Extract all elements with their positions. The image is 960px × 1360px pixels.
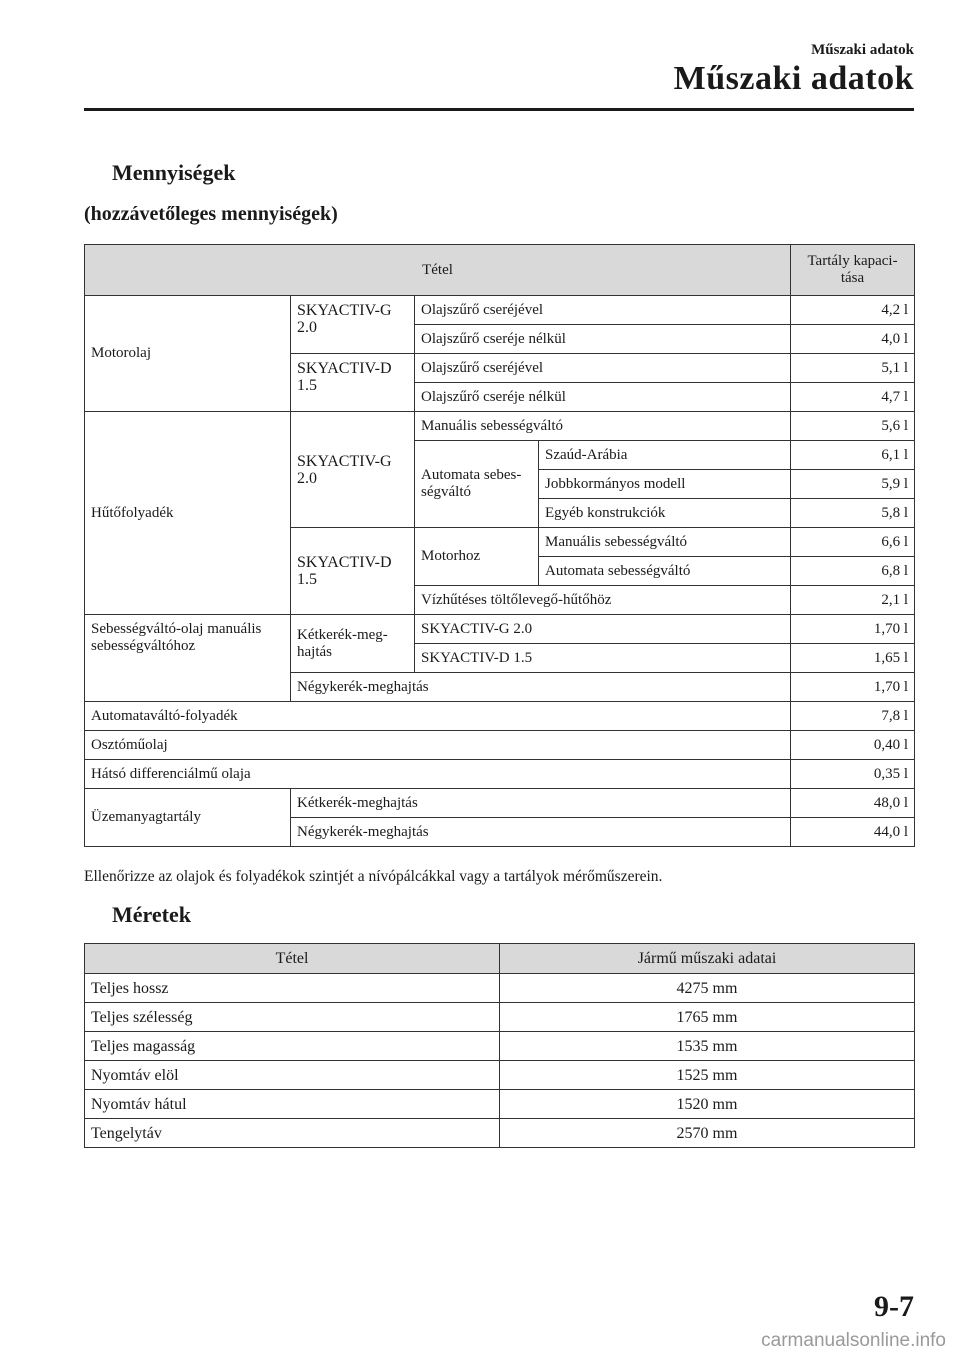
row-label-gear-oil: Sebességváltó-olaj manuális sebességváltóhoz: [85, 615, 291, 702]
dim-col-header-item: Tétel: [85, 944, 500, 974]
row-label-atf: Automataváltó-folyadék: [85, 702, 791, 731]
dim-col-header-spec: Jármű műszaki adatai: [500, 944, 915, 974]
dim-value: 1765 mm: [500, 1003, 915, 1032]
coolant-saudi: Szaúd-Arábia: [539, 441, 791, 470]
gear-oil-2wd: Kétkerék-meg- hajtás: [291, 615, 415, 673]
dim-value: 1525 mm: [500, 1061, 915, 1090]
coolant-saudi-value: 6,1 l: [791, 441, 915, 470]
coolant-g20-label: SKYACTIV-G 2.0: [291, 412, 415, 528]
capacities-note: Ellenőrizze az olajok és folyadékok szintjét a nívópálcákkal vagy a tartályok mérőműszerein.: [84, 868, 663, 885]
table-row: [85, 1090, 915, 1119]
dim-label: Teljes magasság: [85, 1032, 500, 1061]
dimensions-table: [84, 943, 915, 1148]
dim-label: Tengelytáv: [85, 1119, 500, 1148]
page-number: 9-7: [874, 1290, 914, 1323]
fuel-tank-2wd: Kétkerék-meghajtás: [291, 789, 791, 818]
oil-without-filter: Olajszűrő cseréje nélkül: [415, 383, 791, 412]
table-row: [85, 1119, 915, 1148]
gear-oil-4wd: Négykerék-meghajtás: [291, 673, 791, 702]
section-header-title: Műszaki adatok: [673, 60, 914, 97]
row-label-transfer-oil: Osztóműolaj: [85, 731, 791, 760]
coolant-engine: Motorhoz: [415, 528, 539, 586]
dim-label: Nyomtáv hátul: [85, 1090, 500, 1119]
header-rule: [84, 108, 914, 111]
atf-value: 7,8 l: [791, 702, 915, 731]
coolant-manual: Manuális sebességváltó: [415, 412, 791, 441]
oil-d-with-filter-value: 5,1 l: [791, 354, 915, 383]
gear-oil-g20: SKYACTIV-G 2.0: [415, 615, 791, 644]
gear-oil-4wd-value: 1,70 l: [791, 673, 915, 702]
row-label-coolant: Hűtőfolyadék: [85, 412, 291, 615]
coolant-intercooler: Vízhűtéses töltőlevegő-hűtőhöz: [415, 586, 791, 615]
table-row: [85, 1032, 915, 1061]
oil-with-filter: Olajszűrő cseréjével: [415, 296, 791, 325]
transfer-oil-value: 0,40 l: [791, 731, 915, 760]
oil-g-without-filter-value: 4,0 l: [791, 325, 915, 354]
watermark: carmanualsonline.info: [761, 1330, 946, 1351]
dim-value: 4275 mm: [500, 974, 915, 1003]
col-header-item: Tétel: [85, 245, 791, 296]
fuel-tank-4wd: Négykerék-meghajtás: [291, 818, 791, 847]
fuel-tank-4wd-value: 44,0 l: [791, 818, 915, 847]
coolant-d-auto: Automata sebességváltó: [539, 557, 791, 586]
capacities-heading: Mennyiségek: [112, 160, 236, 185]
dim-value: 1520 mm: [500, 1090, 915, 1119]
gear-oil-g20-value: 1,70 l: [791, 615, 915, 644]
oil-g-with-filter-value: 4,2 l: [791, 296, 915, 325]
capacities-subheading: (hozzávetőleges mennyiségek): [84, 203, 338, 225]
dim-label: Teljes szélesség: [85, 1003, 500, 1032]
coolant-intercooler-value: 2,1 l: [791, 586, 915, 615]
coolant-rhd-value: 5,9 l: [791, 470, 915, 499]
coolant-d-manual-value: 6,6 l: [791, 528, 915, 557]
dim-value: 1535 mm: [500, 1032, 915, 1061]
coolant-d-auto-value: 6,8 l: [791, 557, 915, 586]
coolant-rhd: Jobbkormányos modell: [539, 470, 791, 499]
section-header-small: Műszaki adatok: [811, 42, 914, 58]
oil-with-filter: Olajszűrő cseréjével: [415, 354, 791, 383]
coolant-other-value: 5,8 l: [791, 499, 915, 528]
gear-oil-d15: SKYACTIV-D 1.5: [415, 644, 791, 673]
gear-oil-d15-value: 1,65 l: [791, 644, 915, 673]
engine-d15-label: SKYACTIV-D 1.5: [291, 354, 415, 412]
fuel-tank-2wd-value: 48,0 l: [791, 789, 915, 818]
dim-value: 2570 mm: [500, 1119, 915, 1148]
dimensions-heading: Méretek: [112, 902, 191, 927]
table-row: [85, 1061, 915, 1090]
engine-g20-label: SKYACTIV-G 2.0: [291, 296, 415, 354]
row-label-fuel-tank: Üzemanyagtartály: [85, 789, 291, 847]
table-row: [85, 1003, 915, 1032]
oil-d-without-filter-value: 4,7 l: [791, 383, 915, 412]
table-row: [85, 974, 915, 1003]
col-header-capacity: Tartály kapaci- tása: [791, 245, 915, 296]
rear-diff-value: 0,35 l: [791, 760, 915, 789]
row-label-engine-oil: Motorolaj: [85, 296, 291, 412]
coolant-d-manual: Manuális sebességváltó: [539, 528, 791, 557]
dim-label: Teljes hossz: [85, 974, 500, 1003]
dim-label: Nyomtáv elöl: [85, 1061, 500, 1090]
coolant-other: Egyéb konstrukciók: [539, 499, 791, 528]
oil-without-filter: Olajszűrő cseréje nélkül: [415, 325, 791, 354]
coolant-d15-label: SKYACTIV-D 1.5: [291, 528, 415, 615]
capacities-table: [84, 244, 915, 847]
coolant-g-manual-value: 5,6 l: [791, 412, 915, 441]
coolant-automatic: Automata sebes- ségváltó: [415, 441, 539, 528]
row-label-rear-diff: Hátsó differenciálmű olaja: [85, 760, 791, 789]
